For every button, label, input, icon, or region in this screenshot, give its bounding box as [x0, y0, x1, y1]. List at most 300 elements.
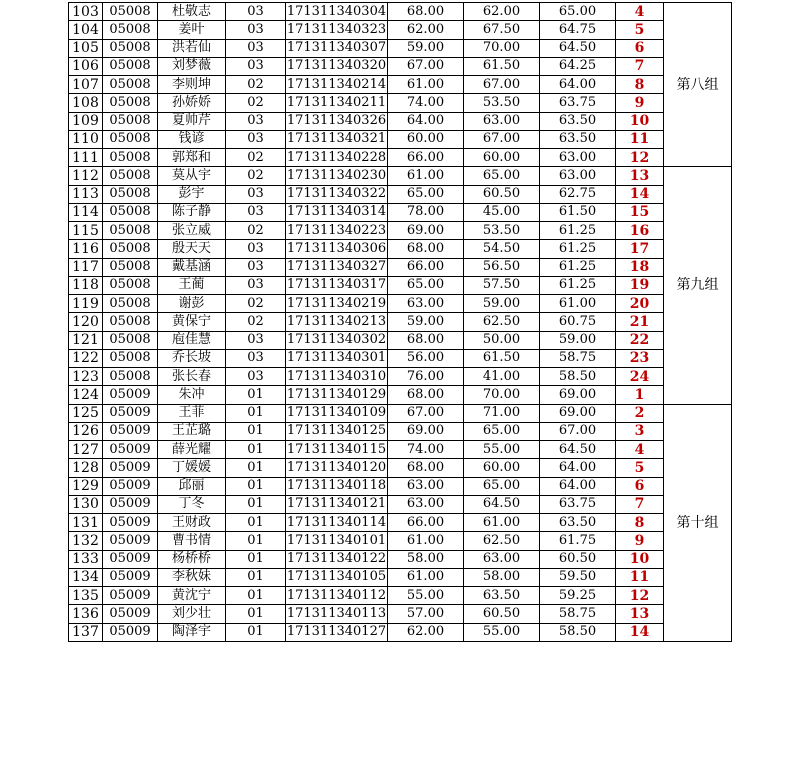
student-name-cell: 洪若仙 — [158, 39, 226, 57]
unit-code-cell: 05008 — [103, 276, 158, 294]
rank-cell: 11 — [616, 568, 664, 586]
unit-code-cell: 05009 — [103, 550, 158, 568]
score-2-cell: 61.50 — [464, 57, 540, 75]
class-cell: 03 — [226, 21, 286, 39]
score-2-cell: 58.00 — [464, 568, 540, 586]
table-row — [69, 39, 732, 57]
score-2-cell: 65.00 — [464, 477, 540, 495]
class-cell: 01 — [226, 441, 286, 459]
table-row — [69, 76, 732, 94]
student-name-cell: 莫从宇 — [158, 167, 226, 185]
student-name-cell: 丁冬 — [158, 495, 226, 513]
table-row — [69, 57, 732, 75]
average-score-cell: 63.00 — [540, 149, 616, 167]
rank-cell: 6 — [616, 39, 664, 57]
student-id-cell: 171311340321 — [286, 130, 388, 148]
table-row — [69, 3, 732, 21]
seq-cell: 133 — [69, 550, 103, 568]
unit-code-cell: 05009 — [103, 568, 158, 586]
table-row — [69, 276, 732, 294]
score-2-cell: 60.00 — [464, 459, 540, 477]
class-cell: 03 — [226, 258, 286, 276]
class-cell: 03 — [226, 130, 286, 148]
rank-cell: 4 — [616, 3, 664, 21]
score-2-cell: 65.00 — [464, 422, 540, 440]
unit-code-cell: 05008 — [103, 331, 158, 349]
student-name-cell: 刘少壮 — [158, 605, 226, 623]
student-id-cell: 171311340125 — [286, 422, 388, 440]
rank-cell: 16 — [616, 222, 664, 240]
score-2-cell: 71.00 — [464, 404, 540, 422]
rank-cell: 7 — [616, 495, 664, 513]
rank-cell: 18 — [616, 258, 664, 276]
table-row — [69, 167, 732, 185]
score-1-cell: 76.00 — [388, 368, 464, 386]
average-score-cell: 58.50 — [540, 623, 616, 641]
student-name-cell: 戴基涵 — [158, 258, 226, 276]
student-name-cell: 陈子静 — [158, 203, 226, 221]
group-label-cell: 第十组 — [664, 404, 732, 641]
student-id-cell: 171311340122 — [286, 550, 388, 568]
score-2-cell: 62.50 — [464, 532, 540, 550]
class-cell: 02 — [226, 222, 286, 240]
rank-cell: 9 — [616, 532, 664, 550]
student-id-cell: 171311340109 — [286, 404, 388, 422]
score-2-cell: 53.50 — [464, 94, 540, 112]
rank-cell: 8 — [616, 76, 664, 94]
score-1-cell: 61.00 — [388, 532, 464, 550]
student-name-cell: 王菲 — [158, 404, 226, 422]
unit-code-cell: 05008 — [103, 149, 158, 167]
score-2-cell: 62.00 — [464, 3, 540, 21]
student-id-cell: 171311340120 — [286, 459, 388, 477]
unit-code-cell: 05008 — [103, 167, 158, 185]
student-name-cell: 陶泽宇 — [158, 623, 226, 641]
score-2-cell: 61.50 — [464, 349, 540, 367]
class-cell: 03 — [226, 240, 286, 258]
seq-cell: 130 — [69, 495, 103, 513]
rank-cell: 12 — [616, 587, 664, 605]
student-id-cell: 171311340127 — [286, 623, 388, 641]
score-2-cell: 53.50 — [464, 222, 540, 240]
unit-code-cell: 05008 — [103, 57, 158, 75]
student-name-cell: 谢彭 — [158, 295, 226, 313]
student-id-cell: 171311340211 — [286, 94, 388, 112]
average-score-cell: 64.00 — [540, 76, 616, 94]
score-2-cell: 65.00 — [464, 167, 540, 185]
unit-code-cell: 05008 — [103, 222, 158, 240]
student-id-cell: 171311340302 — [286, 331, 388, 349]
table-row — [69, 404, 732, 422]
student-id-cell: 171311340219 — [286, 295, 388, 313]
score-2-cell: 45.00 — [464, 203, 540, 221]
rank-cell: 5 — [616, 21, 664, 39]
unit-code-cell: 05009 — [103, 514, 158, 532]
seq-cell: 111 — [69, 149, 103, 167]
table-row — [69, 495, 732, 513]
rank-cell: 21 — [616, 313, 664, 331]
score-1-cell: 74.00 — [388, 94, 464, 112]
student-name-cell: 杨桥桥 — [158, 550, 226, 568]
unit-code-cell: 05008 — [103, 112, 158, 130]
seq-cell: 114 — [69, 203, 103, 221]
average-score-cell: 60.75 — [540, 313, 616, 331]
average-score-cell: 61.50 — [540, 203, 616, 221]
rank-cell: 13 — [616, 605, 664, 623]
unit-code-cell: 05009 — [103, 441, 158, 459]
rank-cell: 5 — [616, 459, 664, 477]
seq-cell: 135 — [69, 587, 103, 605]
table-row — [69, 112, 732, 130]
class-cell: 01 — [226, 386, 286, 404]
average-score-cell: 58.75 — [540, 349, 616, 367]
unit-code-cell: 05008 — [103, 130, 158, 148]
seq-cell: 136 — [69, 605, 103, 623]
student-id-cell: 171311340304 — [286, 3, 388, 21]
student-id-cell: 171311340105 — [286, 568, 388, 586]
student-name-cell: 朱冲 — [158, 386, 226, 404]
class-cell: 01 — [226, 422, 286, 440]
student-name-cell: 王蔺 — [158, 276, 226, 294]
unit-code-cell: 05009 — [103, 495, 158, 513]
score-1-cell: 61.00 — [388, 167, 464, 185]
student-name-cell: 孙娇娇 — [158, 94, 226, 112]
unit-code-cell: 05009 — [103, 386, 158, 404]
student-id-cell: 171311340114 — [286, 514, 388, 532]
rank-cell: 8 — [616, 514, 664, 532]
seq-cell: 126 — [69, 422, 103, 440]
student-name-cell: 王财政 — [158, 514, 226, 532]
score-2-cell: 67.50 — [464, 21, 540, 39]
score-1-cell: 63.00 — [388, 495, 464, 513]
table-row — [69, 514, 732, 532]
student-name-cell: 庖佳慧 — [158, 331, 226, 349]
unit-code-cell: 05009 — [103, 477, 158, 495]
unit-code-cell: 05009 — [103, 404, 158, 422]
table-row — [69, 349, 732, 367]
class-cell: 01 — [226, 514, 286, 532]
average-score-cell: 63.75 — [540, 495, 616, 513]
class-cell: 03 — [226, 276, 286, 294]
average-score-cell: 61.75 — [540, 532, 616, 550]
student-name-cell: 薛光耀 — [158, 441, 226, 459]
student-id-cell: 171311340101 — [286, 532, 388, 550]
student-name-cell: 王芷璐 — [158, 422, 226, 440]
rank-cell: 4 — [616, 441, 664, 459]
student-id-cell: 171311340118 — [286, 477, 388, 495]
student-name-cell: 夏帅芹 — [158, 112, 226, 130]
score-2-cell: 61.00 — [464, 514, 540, 532]
score-1-cell: 64.00 — [388, 112, 464, 130]
table-row — [69, 203, 732, 221]
average-score-cell: 63.50 — [540, 130, 616, 148]
class-cell: 01 — [226, 495, 286, 513]
score-1-cell: 58.00 — [388, 550, 464, 568]
class-cell: 03 — [226, 331, 286, 349]
table-row — [69, 368, 732, 386]
average-score-cell: 59.25 — [540, 587, 616, 605]
seq-cell: 108 — [69, 94, 103, 112]
group-label-cell: 第九组 — [664, 167, 732, 404]
score-1-cell: 62.00 — [388, 623, 464, 641]
score-1-cell: 66.00 — [388, 149, 464, 167]
score-1-cell: 67.00 — [388, 404, 464, 422]
seq-cell: 119 — [69, 295, 103, 313]
average-score-cell: 62.75 — [540, 185, 616, 203]
student-id-cell: 171311340214 — [286, 76, 388, 94]
rank-cell: 11 — [616, 130, 664, 148]
class-cell: 03 — [226, 3, 286, 21]
score-1-cell: 63.00 — [388, 477, 464, 495]
seq-cell: 104 — [69, 21, 103, 39]
student-id-cell: 171311340112 — [286, 587, 388, 605]
score-2-cell: 54.50 — [464, 240, 540, 258]
score-2-cell: 63.00 — [464, 550, 540, 568]
seq-cell: 107 — [69, 76, 103, 94]
score-table-body — [69, 3, 732, 642]
table-row — [69, 258, 732, 276]
unit-code-cell: 05009 — [103, 459, 158, 477]
class-cell: 02 — [226, 313, 286, 331]
rank-cell: 14 — [616, 623, 664, 641]
rank-cell: 14 — [616, 185, 664, 203]
seq-cell: 118 — [69, 276, 103, 294]
table-row — [69, 185, 732, 203]
seq-cell: 120 — [69, 313, 103, 331]
seq-cell: 106 — [69, 57, 103, 75]
student-name-cell: 邱丽 — [158, 477, 226, 495]
seq-cell: 137 — [69, 623, 103, 641]
class-cell: 01 — [226, 568, 286, 586]
score-1-cell: 61.00 — [388, 568, 464, 586]
seq-cell: 112 — [69, 167, 103, 185]
group-label-cell: 第八组 — [664, 3, 732, 167]
table-row — [69, 331, 732, 349]
score-1-cell: 68.00 — [388, 386, 464, 404]
average-score-cell: 69.00 — [540, 404, 616, 422]
unit-code-cell: 05008 — [103, 258, 158, 276]
score-2-cell: 57.50 — [464, 276, 540, 294]
class-cell: 01 — [226, 532, 286, 550]
score-1-cell: 57.00 — [388, 605, 464, 623]
student-name-cell: 刘梦薇 — [158, 57, 226, 75]
score-1-cell: 74.00 — [388, 441, 464, 459]
class-cell: 02 — [226, 76, 286, 94]
class-cell: 03 — [226, 203, 286, 221]
seq-cell: 121 — [69, 331, 103, 349]
student-id-cell: 171311340314 — [286, 203, 388, 221]
score-1-cell: 60.00 — [388, 130, 464, 148]
student-id-cell: 171311340228 — [286, 149, 388, 167]
table-row — [69, 441, 732, 459]
average-score-cell: 61.00 — [540, 295, 616, 313]
score-2-cell: 70.00 — [464, 39, 540, 57]
rank-cell: 3 — [616, 422, 664, 440]
average-score-cell: 64.50 — [540, 441, 616, 459]
seq-cell: 116 — [69, 240, 103, 258]
seq-cell: 134 — [69, 568, 103, 586]
class-cell: 02 — [226, 167, 286, 185]
table-row — [69, 623, 732, 641]
average-score-cell: 58.50 — [540, 368, 616, 386]
table-row — [69, 459, 732, 477]
score-1-cell: 68.00 — [388, 240, 464, 258]
student-name-cell: 黄沈宁 — [158, 587, 226, 605]
score-2-cell: 55.00 — [464, 441, 540, 459]
seq-cell: 109 — [69, 112, 103, 130]
unit-code-cell: 05008 — [103, 313, 158, 331]
average-score-cell: 69.00 — [540, 386, 616, 404]
average-score-cell: 63.50 — [540, 514, 616, 532]
table-row — [69, 240, 732, 258]
table-row — [69, 587, 732, 605]
average-score-cell: 58.75 — [540, 605, 616, 623]
student-name-cell: 李则坤 — [158, 76, 226, 94]
average-score-cell: 59.50 — [540, 568, 616, 586]
rank-cell: 1 — [616, 386, 664, 404]
unit-code-cell: 05008 — [103, 94, 158, 112]
class-cell: 03 — [226, 185, 286, 203]
student-name-cell: 殷天天 — [158, 240, 226, 258]
score-1-cell: 69.00 — [388, 422, 464, 440]
seq-cell: 131 — [69, 514, 103, 532]
student-id-cell: 171311340121 — [286, 495, 388, 513]
unit-code-cell: 05008 — [103, 240, 158, 258]
score-1-cell: 78.00 — [388, 203, 464, 221]
student-name-cell: 郭郑和 — [158, 149, 226, 167]
score-2-cell: 50.00 — [464, 331, 540, 349]
rank-cell: 12 — [616, 149, 664, 167]
rank-cell: 7 — [616, 57, 664, 75]
unit-code-cell: 05009 — [103, 605, 158, 623]
score-1-cell: 65.00 — [388, 185, 464, 203]
score-1-cell: 59.00 — [388, 39, 464, 57]
student-id-cell: 171311340310 — [286, 368, 388, 386]
unit-code-cell: 05009 — [103, 422, 158, 440]
student-id-cell: 171311340323 — [286, 21, 388, 39]
student-name-cell: 曹书情 — [158, 532, 226, 550]
unit-code-cell: 05008 — [103, 368, 158, 386]
score-1-cell: 55.00 — [388, 587, 464, 605]
unit-code-cell: 05009 — [103, 587, 158, 605]
score-2-cell: 67.00 — [464, 130, 540, 148]
score-1-cell: 68.00 — [388, 3, 464, 21]
seq-cell: 123 — [69, 368, 103, 386]
score-1-cell: 67.00 — [388, 57, 464, 75]
class-cell: 02 — [226, 94, 286, 112]
table-row — [69, 568, 732, 586]
table-row — [69, 313, 732, 331]
unit-code-cell: 05008 — [103, 76, 158, 94]
score-2-cell: 62.50 — [464, 313, 540, 331]
score-1-cell: 62.00 — [388, 21, 464, 39]
average-score-cell: 60.50 — [540, 550, 616, 568]
seq-cell: 125 — [69, 404, 103, 422]
student-name-cell: 张立威 — [158, 222, 226, 240]
table-row — [69, 477, 732, 495]
average-score-cell: 64.00 — [540, 477, 616, 495]
student-name-cell: 杜敬志 — [158, 3, 226, 21]
table-row — [69, 605, 732, 623]
rank-cell: 13 — [616, 167, 664, 185]
score-1-cell: 65.00 — [388, 276, 464, 294]
unit-code-cell: 05008 — [103, 203, 158, 221]
class-cell: 02 — [226, 295, 286, 313]
student-id-cell: 171311340322 — [286, 185, 388, 203]
unit-code-cell: 05008 — [103, 39, 158, 57]
student-id-cell: 171311340327 — [286, 258, 388, 276]
student-id-cell: 171311340213 — [286, 313, 388, 331]
table-row — [69, 149, 732, 167]
score-2-cell: 63.00 — [464, 112, 540, 130]
rank-cell: 19 — [616, 276, 664, 294]
table-row — [69, 550, 732, 568]
score-1-cell: 66.00 — [388, 514, 464, 532]
student-name-cell: 黄保宁 — [158, 313, 226, 331]
class-cell: 03 — [226, 57, 286, 75]
seq-cell: 105 — [69, 39, 103, 57]
unit-code-cell: 05009 — [103, 623, 158, 641]
rank-cell: 10 — [616, 550, 664, 568]
average-score-cell: 64.50 — [540, 39, 616, 57]
table-row — [69, 222, 732, 240]
table-row — [69, 532, 732, 550]
unit-code-cell: 05009 — [103, 532, 158, 550]
average-score-cell: 65.00 — [540, 3, 616, 21]
rank-cell: 9 — [616, 94, 664, 112]
student-id-cell: 171311340320 — [286, 57, 388, 75]
score-1-cell: 66.00 — [388, 258, 464, 276]
student-name-cell: 李秋妹 — [158, 568, 226, 586]
seq-cell: 103 — [69, 3, 103, 21]
score-2-cell: 41.00 — [464, 368, 540, 386]
class-cell: 01 — [226, 477, 286, 495]
class-cell: 01 — [226, 605, 286, 623]
score-1-cell: 69.00 — [388, 222, 464, 240]
score-1-cell: 63.00 — [388, 295, 464, 313]
rank-cell: 2 — [616, 404, 664, 422]
score-1-cell: 59.00 — [388, 313, 464, 331]
student-name-cell: 姜叶 — [158, 21, 226, 39]
student-name-cell: 张长春 — [158, 368, 226, 386]
rank-cell: 20 — [616, 295, 664, 313]
score-2-cell: 60.50 — [464, 185, 540, 203]
unit-code-cell: 05008 — [103, 3, 158, 21]
table-row — [69, 94, 732, 112]
student-name-cell: 钱谚 — [158, 130, 226, 148]
table-row — [69, 295, 732, 313]
rank-cell: 10 — [616, 112, 664, 130]
class-cell: 03 — [226, 112, 286, 130]
seq-cell: 117 — [69, 258, 103, 276]
class-cell: 03 — [226, 39, 286, 57]
score-2-cell: 67.00 — [464, 76, 540, 94]
average-score-cell: 61.25 — [540, 258, 616, 276]
score-2-cell: 60.50 — [464, 605, 540, 623]
average-score-cell: 63.50 — [540, 112, 616, 130]
score-2-cell: 63.50 — [464, 587, 540, 605]
seq-cell: 127 — [69, 441, 103, 459]
student-id-cell: 171311340306 — [286, 240, 388, 258]
table-row — [69, 422, 732, 440]
seq-cell: 115 — [69, 222, 103, 240]
seq-cell: 110 — [69, 130, 103, 148]
student-name-cell: 丁媛媛 — [158, 459, 226, 477]
average-score-cell: 64.25 — [540, 57, 616, 75]
seq-cell: 122 — [69, 349, 103, 367]
class-cell: 03 — [226, 349, 286, 367]
unit-code-cell: 05008 — [103, 21, 158, 39]
